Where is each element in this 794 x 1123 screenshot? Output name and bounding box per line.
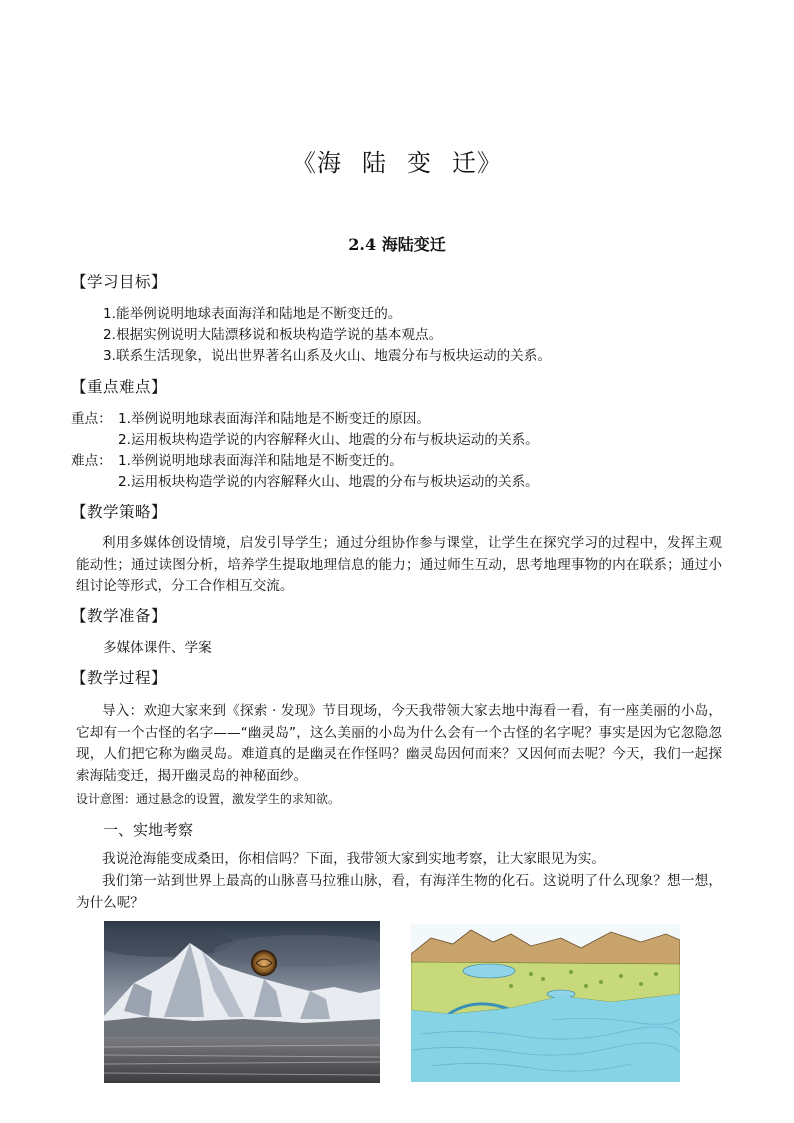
focus-label: 重点： [71, 411, 112, 427]
intro-paragraph: 导入：欢迎大家来到《探索 · 发现》节目现场，今天我带领大家去地中海看一看，有一座美丽的小岛，它却有一个古怪的名字——“幽灵岛”，这么美丽的小岛为什么会有一个古怪的名字呢？事实是因为它忽隐忽现，人们把它称为幽灵岛。难道真的是幽灵在作怪吗？幽灵岛因何而来？又因何而去呢？今天，我们一起探索海陆变迁，揭开幽灵岛的神秘面纱。 [76, 703, 722, 784]
focus-item: 1.举例说明地球表面海洋和陆地是不断变迁的原因。 [118, 411, 431, 427]
himalaya-illustration [104, 921, 380, 1083]
design-note: 设计意图：通过悬念的设置，激发学生的求知欲。 [76, 792, 341, 806]
focus-item: 2.运用板块构造学说的内容解释火山、地震的分布与板块运动的关系。 [118, 432, 539, 448]
strategy-heading: 【教学策略】 [71, 503, 168, 521]
strategy-paragraph: 利用多媒体创设情境，启发引导学生；通过分组协作参与课堂，让学生在探究学习的过程中，发挥主观能动性；通过读图分析，培养学生提取地理信息的能力；通过师生互动，思考地理事物的内在联系；通过小组讨论等形式，分工合作相互交流。 [76, 535, 722, 594]
coast-drawing [411, 924, 680, 1082]
objective-item: 1.能举例说明地球表面海洋和陆地是不断变迁的。 [103, 306, 402, 322]
coastal-landscape-illustration [411, 924, 680, 1082]
objectives-heading: 【学习目标】 [71, 273, 168, 291]
preparation-text: 多媒体课件、学案 [103, 640, 212, 656]
key-points-heading: 【重点难点】 [71, 378, 168, 396]
difficulty-item: 2.运用板块构造学说的内容解释火山、地震的分布与板块运动的关系。 [118, 474, 539, 490]
process-heading: 【教学过程】 [71, 669, 168, 687]
question-paragraph: 我们第一站到世界上最高的山脉喜马拉雅山脉，看，有海洋生物的化石。这说明了什么现象？想一想，为什么呢？ [76, 873, 722, 911]
objective-item: 2.根据实例说明大陆漂移说和板块构造学说的基本观点。 [103, 327, 443, 343]
document-title: 《海 陆 变 迁》 [292, 149, 502, 177]
investigation-paragraph: 我说沧海能变成桑田，你相信吗？下面，我带领大家到实地考察，让大家眼见为实。 [102, 851, 605, 867]
himalaya-photo [104, 921, 380, 1083]
difficulty-label: 难点： [71, 453, 112, 469]
subsection-title: 一、实地考察 [103, 821, 194, 839]
preparation-heading: 【教学准备】 [71, 607, 168, 625]
difficulty-item: 1.举例说明地球表面海洋和陆地是不断变迁的。 [118, 453, 403, 469]
objective-item: 3.联系生活现象，说出世界著名山系及火山、地震分布与板块运动的关系。 [103, 348, 551, 364]
section-heading: 2.4 海陆变迁 [348, 235, 446, 254]
